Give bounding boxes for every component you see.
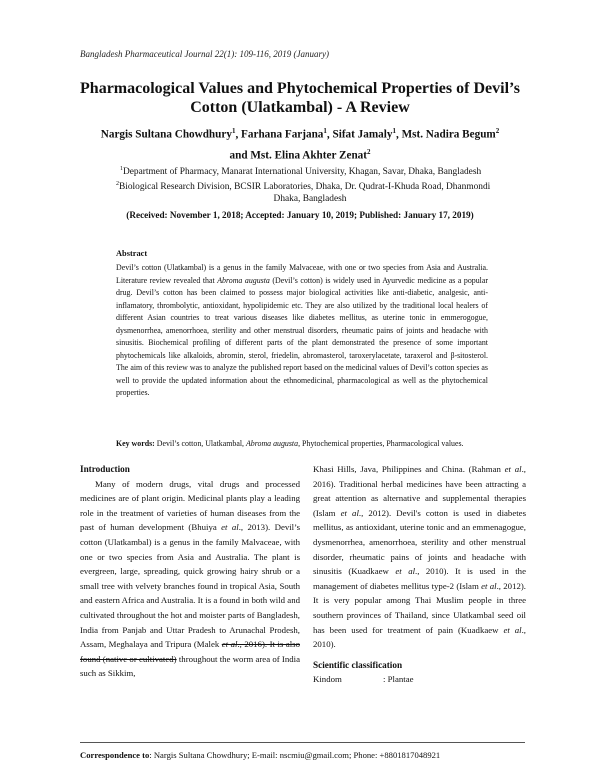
abstract-text — [116, 262, 488, 400]
keywords-label: Key words: — [116, 439, 155, 448]
intro-paragraph — [80, 477, 300, 681]
footer-divider — [80, 742, 525, 743]
intro-part: Many of modern drugs, vital drugs and processed medicines are of plant origin. Medicinal plants play a leading role in the treatment of varieties of human diseases from the past of human development (Bhuiya — [80, 478, 300, 533]
affil-marker: 1 — [231, 127, 236, 135]
author-name: Nargis Sultana Chowdhury — [100, 128, 232, 141]
affil-marker: 2 — [495, 127, 500, 135]
affiliations — [116, 163, 500, 205]
et-al: et al — [481, 580, 497, 591]
affil-marker: 1 — [392, 127, 396, 135]
para-part: ., 2012). Devil's cotton is used in diabetes mellitus, as antioxidant, uterine tonic and an emmenagogue, dysmenorrhea, amenorrhoea, sterility and other menstrual disorder, rheumatic pains of joints and headache with sinusitis (Kuadkaew — [313, 507, 526, 577]
rank-label: Kindom — [313, 674, 342, 685]
abstract-part: (Devil’s cotton) is widely used in Ayurvedic medicine as a popular drug. Devil’s cotton has been claimed to possess major biological activities like anti-diabetic, analgesic, anti-inflamatory, thrombolytic, antioxidant, hypolipidemic etc. They are also utilized by the traditional local healers of different Asian countries to treat various diseases like diabetes mellitus, as uterine tonic in emmerogogue, dysmenorrhea, amenorrhoea, sterility and other menstrual disorders, rheumatic pains of joints and headache with sinusitis. Biochemical profiling of different parts of the plant demonstrated the presence of some important phytochemicals like alkaloids, abromin, sterol, friedelin, abromasterol, taroxerylacetate, taraxerol and β-sitosterol. The aim of this review was to analyze the published report based on the medicinal values of Devil’s cotton species as well to provide the updated information about the ethnomedicinal, pharmacological as well as the phytochemical properties. — [116, 275, 488, 397]
keywords-part: , Phytochemical properties, Pharmacological values. — [298, 439, 464, 448]
affiliation-2-cont: Dhaka, Bangladesh — [273, 194, 347, 205]
right-paragraph — [313, 462, 526, 652]
et-al: et al — [221, 522, 239, 533]
affil-marker: 1 — [323, 127, 327, 135]
rank-value: : Plantae — [383, 674, 414, 685]
publication-dates: (Received: November 1, 2018; Accepted: January 10, 2019; Published: January 17, 2019) — [126, 210, 474, 220]
abstract-part: Devil’s cotton (Ulatkambal) is a genus in the family Malvaceae, with one or two species from Asia and Australia. Literature review revealed that — [116, 263, 488, 285]
author-name: and Mst. Elina Akhter Zenat — [229, 149, 367, 162]
species-name: Abroma augusta — [245, 439, 299, 448]
author-name: , Sifat Jamaly — [326, 128, 393, 141]
et-al: et al — [504, 464, 522, 474]
paper-title: Pharmacological Values and Phytochemical Properties of Devil’s Cotton (Ulatkambal) - A Review — [80, 80, 520, 116]
affil-text: Department of Pharmacy, Manarat International University, Khagan, Savar, Dhaka, Bangladesh — [123, 167, 482, 178]
keywords-part: Devil’s cotton, Ulatkambal, — [154, 439, 246, 448]
para-part: ., 2010). It is used in the management of diabetes mellitus type-2 (Islam — [313, 566, 526, 591]
affil-number: 1 — [120, 166, 123, 172]
left-column — [80, 462, 300, 681]
abstract-heading: Abstract — [116, 249, 148, 258]
keywords — [116, 438, 488, 450]
classification-heading: Scientific classification — [313, 659, 403, 670]
intro-part: ., 2013). Devil’s cotton (Ulatkambal) is a genus in the family Malvaceae, with one or two species from Asia and Australia. The plant is evergreen, large, spreading, quick growing hairy shrub or a small tree with velvety branches found in tropical Asia, South and eastern Africa and Australia. It is a found in both wild and cultivated throughout the hot and moister parts of Bangladesh, India from Panjab and Uttar Pradesh to Arunachal Prodesh, Assam, Meghalaya and Tripura (Malek — [80, 522, 300, 650]
affiliation-2 — [116, 178, 500, 193]
intro-heading: Introduction — [80, 464, 130, 474]
para-part: ., 2012). It is very popular among Thai Muslim people in three southern provinces of Thailand, since Ulatkambal seed oil has been used for treatment of pain (Kuadkaew — [313, 580, 526, 635]
para-part: Khasi Hills, Java, Philippines and China. (Rahman — [313, 464, 505, 474]
affiliation-1 — [120, 163, 500, 178]
affil-number: 2 — [116, 181, 119, 188]
et-al: et al — [395, 566, 416, 577]
para-part: ., 2010). — [313, 624, 527, 650]
correspondence — [80, 750, 540, 760]
intro-part: throughout the worm area of India such as Sikkim, — [80, 653, 300, 679]
et-al: et al — [221, 639, 238, 650]
author-name: , Mst. Nadira Begum — [395, 128, 496, 141]
correspondence-label: Correspondence to — [80, 750, 150, 760]
author-name: , Farhana Farjana — [235, 128, 324, 141]
para-part: ., 2016). Traditional herbal medicines have been attracting a great attention as alternative and supplemental therapies (Islam — [313, 464, 527, 518]
journal-citation: Bangladesh Pharmaceutical Journal 22(1): 109-116, 2019 (January) — [80, 49, 330, 59]
author-list — [70, 123, 530, 164]
et-al: et al — [340, 507, 359, 518]
correspondence-text: : Nargis Sultana Chowdhury; E-mail: nscmiu@gmail.com; Phone: +8801817048921 — [149, 750, 441, 760]
affil-text: Biological Research Division, BCSIR Laboratories, Dhaka, Dr. Qudrat-I-Khuda Road, Dhanmondi — [119, 182, 491, 193]
et-al: et al — [503, 624, 522, 635]
affil-marker: 2 — [366, 147, 371, 156]
classification-row — [313, 672, 526, 687]
intro-strike: ., 2016). It is also found (native or cultivated) — [80, 639, 300, 664]
right-column — [313, 462, 526, 687]
species-name: Abroma augusta — [217, 275, 270, 285]
